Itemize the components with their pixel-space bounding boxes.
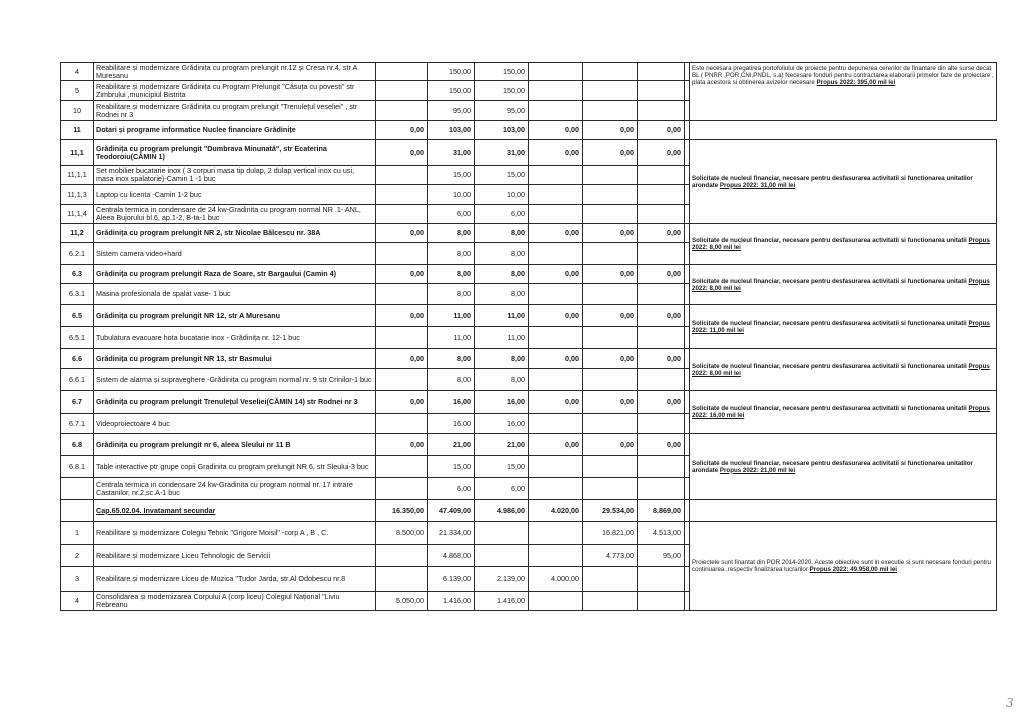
description-cell: Reabilitare și modernizare Liceu de Muzica "Tudor Jarda, str.Al Odobescu nr.8 — [94, 567, 376, 592]
row-number-cell: 6.8 — [61, 434, 94, 456]
description-cell: Centrala termica in condensare de 24 kw-Gradinita cu program normal NR .1- ANL, Aleea Bujorului bl.6, ap.1-2, B-ta-1 buc — [94, 205, 376, 224]
amount-cell: 1.416,00 — [428, 592, 475, 611]
amount-cell — [583, 185, 638, 205]
description-cell: Grădinița cu program prelungit "Dumbrava Minunată", str Ecaterina Teodoroiu(CĂMIN 1) — [94, 140, 376, 166]
funding-note-raza-de-soare — [690, 265, 997, 305]
amount-cell: 0,00 — [638, 224, 685, 243]
amount-cell — [376, 63, 428, 81]
amount-cell — [529, 101, 583, 121]
amount-cell — [529, 284, 583, 305]
description-cell: Cap.65.02.04. Invatamant secundar — [94, 500, 376, 522]
amount-cell: 11,00 — [475, 327, 529, 349]
amount-cell: 0,00 — [583, 305, 638, 327]
amount-cell: 0,00 — [529, 265, 583, 284]
amount-cell — [376, 456, 428, 478]
amount-cell: 0,00 — [583, 434, 638, 456]
spacer-cell — [685, 284, 690, 305]
spacer-cell — [685, 414, 690, 434]
row-number-cell: 6.7 — [61, 391, 94, 414]
amount-cell: 0,00 — [583, 224, 638, 243]
amount-cell — [638, 243, 685, 265]
amount-cell — [583, 369, 638, 391]
row-number-cell: 6.5.1 — [61, 327, 94, 349]
amount-cell — [638, 81, 685, 101]
amount-cell: 4.868,00 — [428, 545, 475, 567]
table-row — [61, 224, 997, 243]
amount-cell — [583, 166, 638, 185]
amount-cell: 103,00 — [428, 121, 475, 140]
amount-cell — [583, 101, 638, 121]
amount-cell — [475, 545, 529, 567]
amount-cell: 0,00 — [638, 265, 685, 284]
amount-cell — [376, 284, 428, 305]
description-cell: Dotari și programe informatice Nuclee financiare Grădinițe — [94, 121, 376, 140]
amount-cell — [529, 63, 583, 81]
amount-cell: 21,00 — [428, 434, 475, 456]
amount-cell — [376, 567, 428, 592]
amount-cell: 8,00 — [475, 349, 529, 369]
amount-cell — [638, 63, 685, 81]
table-row — [61, 265, 997, 284]
description-cell: Reabilitare și modernizare Liceu Tehnologic de Servicii — [94, 545, 376, 567]
amount-cell — [638, 592, 685, 611]
description-cell: Grădinița cu program prelungit NR 13, str Basmului — [94, 349, 376, 369]
amount-cell — [638, 567, 685, 592]
amount-cell — [376, 205, 428, 224]
amount-cell — [529, 545, 583, 567]
spacer-cell — [685, 243, 690, 265]
amount-cell: 0,00 — [529, 140, 583, 166]
amount-cell — [583, 414, 638, 434]
amount-cell: 150,00 — [428, 63, 475, 81]
amount-cell — [529, 592, 583, 611]
description-cell: Laptop cu licenta -Camin 1-2 buc — [94, 185, 376, 205]
funding-note-kindergarten-13 — [690, 349, 997, 391]
row-number-cell: 6.2.1 — [61, 243, 94, 265]
note-proposed-amount: Propus 2022: 16,00 mil lei — [692, 405, 990, 419]
amount-cell: 6,00 — [428, 478, 475, 500]
amount-cell — [376, 414, 428, 434]
funding-note-kindergarten-6 — [690, 434, 997, 500]
amount-cell: 15,00 — [428, 456, 475, 478]
amount-cell: 0,00 — [529, 434, 583, 456]
note-text: Solicitate de nucleul financiar, necesare pentru desfasurarea activitatii si functionarea unitatii — [692, 237, 967, 244]
table-row — [61, 63, 997, 81]
amount-cell — [583, 567, 638, 592]
row-number-cell: 6.6.1 — [61, 369, 94, 391]
row-number-cell: 6.3.1 — [61, 284, 94, 305]
spacer-cell — [685, 567, 690, 592]
note-proposed-amount: Propus 2022: 8,00 mil lei — [692, 277, 990, 292]
note-proposed-amount: Propus 2022: 49.958,00 mil lei — [809, 566, 898, 573]
amount-cell: 0,00 — [376, 140, 428, 166]
amount-cell — [376, 369, 428, 391]
funding-note-empty — [690, 500, 997, 522]
note-proposed-amount: Propus 2022: 8,00 mil lei — [692, 362, 990, 377]
amount-cell: 0,00 — [583, 121, 638, 140]
row-number-cell: 11,1 — [61, 140, 94, 166]
row-number-cell: 6.7.1 — [61, 414, 94, 434]
amount-cell — [638, 478, 685, 500]
amount-cell: 8,00 — [475, 284, 529, 305]
table-row — [61, 391, 997, 414]
description-cell: Table interactive ptr grupe copii Gradinita cu program prelungit NR 6, str Sleului-3 buc — [94, 456, 376, 478]
amount-cell: 0,00 — [638, 349, 685, 369]
amount-cell: 8,00 — [428, 265, 475, 284]
amount-cell: 5.050,00 — [376, 592, 428, 611]
row-number-cell: 6.5 — [61, 305, 94, 327]
amount-cell — [583, 456, 638, 478]
spacer-cell — [685, 478, 690, 500]
amount-cell: 4.773,00 — [583, 545, 638, 567]
budget-table — [60, 62, 997, 611]
amount-cell: 8,00 — [428, 349, 475, 369]
amount-cell: 8.500,00 — [376, 522, 428, 545]
spacer-cell — [685, 121, 690, 140]
description-cell: Videoproiectoare 4 buc — [94, 414, 376, 434]
amount-cell: 4.020,00 — [529, 500, 583, 522]
amount-cell: 0,00 — [638, 391, 685, 414]
description-cell: Grădinița cu program prelungit NR 12, str A Muresanu — [94, 305, 376, 327]
amount-cell — [529, 166, 583, 185]
amount-cell — [529, 243, 583, 265]
row-number-cell: 11,1,3 — [61, 185, 94, 205]
amount-cell: 150,00 — [428, 81, 475, 101]
note-proposed-amount: Propus 2022: 21,00 mil lei — [719, 466, 796, 474]
amount-cell: 47.409,00 — [428, 500, 475, 522]
amount-cell — [638, 284, 685, 305]
amount-cell: 16,00 — [475, 414, 529, 434]
amount-cell: 15,00 — [475, 456, 529, 478]
amount-cell — [529, 478, 583, 500]
amount-cell: 95,00 — [475, 101, 529, 121]
spacer-cell — [685, 327, 690, 349]
note-text: Solicitate de nucleul financiar, necesare pentru desfasurarea activitatii si functionarea unitatilor arondate — [692, 174, 973, 189]
description-cell: Masina profesionala de spalat vase- 1 buc — [94, 284, 376, 305]
amount-cell: 16.821,00 — [583, 522, 638, 545]
amount-cell — [529, 81, 583, 101]
table-row — [61, 305, 997, 327]
amount-cell — [638, 205, 685, 224]
amount-cell: 95,00 — [638, 545, 685, 567]
table-row — [61, 434, 997, 456]
amount-cell: 8,00 — [475, 265, 529, 284]
note-proposed-amount: Propus 2022: 31,00 mil lei — [719, 181, 796, 189]
amount-cell — [638, 414, 685, 434]
amount-cell: 8,00 — [475, 243, 529, 265]
description-cell: Reabilitare și modernizare Grădinița cu program prelungit nr.12 și Cresa nr.4, str A Muresanu — [94, 63, 376, 81]
spacer-cell — [685, 545, 690, 567]
amount-cell — [583, 284, 638, 305]
amount-cell: 8,00 — [428, 224, 475, 243]
amount-cell — [376, 545, 428, 567]
amount-cell: 10,00 — [428, 185, 475, 205]
amount-cell — [376, 81, 428, 101]
amount-cell: 0,00 — [376, 305, 428, 327]
amount-cell: 0,00 — [638, 140, 685, 166]
row-number-cell: 5 — [61, 81, 94, 101]
spacer-cell — [685, 101, 690, 121]
amount-cell — [529, 205, 583, 224]
amount-cell — [529, 369, 583, 391]
amount-cell: 95,00 — [428, 101, 475, 121]
amount-cell — [583, 592, 638, 611]
amount-cell — [529, 414, 583, 434]
row-number-cell: 6.6 — [61, 349, 94, 369]
amount-cell — [475, 522, 529, 545]
amount-cell: 15,00 — [475, 166, 529, 185]
amount-cell: 0,00 — [638, 305, 685, 327]
amount-cell: 8.869,00 — [638, 500, 685, 522]
amount-cell — [376, 478, 428, 500]
funding-note-kindergarten-12 — [690, 305, 997, 349]
amount-cell — [583, 63, 638, 81]
spacer-cell — [685, 166, 690, 185]
amount-cell: 0,00 — [376, 224, 428, 243]
amount-cell: 16,00 — [428, 414, 475, 434]
description-cell: Grădinița cu program prelungit Raza de Soare, str Bargaului (Camin 4) — [94, 265, 376, 284]
amount-cell: 150,00 — [475, 81, 529, 101]
funding-note-preschool-rehab — [690, 63, 997, 121]
amount-cell — [376, 166, 428, 185]
amount-cell: 4.000,00 — [529, 567, 583, 592]
amount-cell — [376, 101, 428, 121]
row-number-cell: 3 — [61, 567, 94, 592]
spacer-cell — [685, 592, 690, 611]
amount-cell: 0,00 — [376, 434, 428, 456]
amount-cell — [638, 185, 685, 205]
table-row — [61, 121, 997, 140]
description-cell: Grădinița cu program prelungit nr 6, aleea Sleului nr 11 B — [94, 434, 376, 456]
amount-cell: 16.350,00 — [376, 500, 428, 522]
amount-cell: 15,00 — [428, 166, 475, 185]
amount-cell — [583, 327, 638, 349]
amount-cell: 6,00 — [475, 205, 529, 224]
description-cell: Grădinița cu program prelungit Trenulețul Veseliei(CĂMIN 14) str Rodnei nr 3 — [94, 391, 376, 414]
row-number-cell: 4 — [61, 63, 94, 81]
amount-cell — [529, 456, 583, 478]
amount-cell: 0,00 — [529, 391, 583, 414]
amount-cell: 0,00 — [583, 391, 638, 414]
amount-cell: 6,00 — [428, 205, 475, 224]
amount-cell — [376, 327, 428, 349]
funding-note-camin-1 — [690, 140, 997, 224]
amount-cell: 103,00 — [475, 121, 529, 140]
amount-cell — [376, 243, 428, 265]
description-cell: Reabilitare și modernizare Grădinița cu program prelungit "Trenulețul veseliei" , str Rodnei nr 3 — [94, 101, 376, 121]
amount-cell: 8,00 — [475, 369, 529, 391]
row-number-cell — [61, 500, 94, 522]
funding-note-secondary-education — [690, 522, 997, 611]
amount-cell: 0,00 — [376, 265, 428, 284]
row-number-cell: 1 — [61, 522, 94, 545]
description-cell: Centrala termica in condensare 24 kw-Gradinita cu program normal nr. 17 intrare Castanilor, nr.2,sc.A-1 buc — [94, 478, 376, 500]
amount-cell — [638, 369, 685, 391]
amount-cell: 8,00 — [428, 369, 475, 391]
amount-cell — [583, 205, 638, 224]
amount-cell: 0,00 — [376, 121, 428, 140]
note-text: Solicitate de nucleul financiar, necesare pentru desfasurarea activitatii si functionarea unitatii — [692, 319, 967, 327]
amount-cell: 0,00 — [583, 140, 638, 166]
table-row — [61, 349, 997, 369]
description-cell: Consolidarea și modernizarea Corpului A (corp liceu) Colegiul Național "Liviu Rebreanu — [94, 592, 376, 611]
note-proposed-amount: Propus 2022: 8,00 mil lei — [692, 237, 990, 251]
row-number-cell: 6.8.1 — [61, 456, 94, 478]
row-number-cell: 10 — [61, 101, 94, 121]
amount-cell: 6.139,00 — [428, 567, 475, 592]
amount-cell: 0,00 — [638, 434, 685, 456]
amount-cell: 29.534,00 — [583, 500, 638, 522]
row-number-cell: 11 — [61, 121, 94, 140]
spacer-cell — [685, 456, 690, 478]
amount-cell — [583, 243, 638, 265]
note-text: Solicitate de nucleul financiar, necesare pentru desfasurarea activitatii si functionarea unitatilor arondate — [692, 459, 973, 474]
amount-cell: 8,00 — [475, 224, 529, 243]
table-row — [61, 140, 997, 166]
spacer-cell — [685, 185, 690, 205]
funding-note-trenuletul — [690, 391, 997, 434]
amount-cell — [583, 478, 638, 500]
amount-cell: 8,00 — [428, 284, 475, 305]
description-cell: Reabilitare și modernizare Colegiu Tehnic "Grigore Moisil" -corp A , B , C. — [94, 522, 376, 545]
description-cell: Tubulatura evacuare hota bucatarie inox - Grădinița nr. 12-1 buc — [94, 327, 376, 349]
amount-cell: 16,00 — [428, 391, 475, 414]
amount-cell — [529, 185, 583, 205]
description-cell: Reabilitare și modernizare Grădinița cu Program Prelungit "Căsuța cu povesti" str Zimbrului ,municipiul Bistrita — [94, 81, 376, 101]
description-cell: Set mobilier bucatarie inox ( 3 corpuri masa tip dulap, 2 dulap vertical inox cu usi, masa inox spalatorie)-Camin 1 -1 buc — [94, 166, 376, 185]
amount-cell — [638, 456, 685, 478]
row-number-cell: 2 — [61, 545, 94, 567]
row-number-cell: 6.3 — [61, 265, 94, 284]
row-number-cell — [61, 478, 94, 500]
amount-cell: 4.513,00 — [638, 522, 685, 545]
funding-note-kindergarten-2 — [690, 224, 997, 265]
amount-cell — [638, 101, 685, 121]
amount-cell: 10,00 — [475, 185, 529, 205]
amount-cell: 0,00 — [376, 349, 428, 369]
amount-cell — [638, 327, 685, 349]
description-cell: Sistem de alarma și supraveghere -Grădinița cu program normal nr. 9 str Crinilor-1 buc — [94, 369, 376, 391]
row-number-cell: 4 — [61, 592, 94, 611]
amount-cell: 2.139,00 — [475, 567, 529, 592]
amount-cell: 8,00 — [428, 243, 475, 265]
table-row — [61, 522, 997, 545]
row-number-cell: 11,1,4 — [61, 205, 94, 224]
amount-cell: 0,00 — [583, 349, 638, 369]
page-number-mark: 3 — [1006, 696, 1014, 710]
description-cell: Sistem camera video+hard — [94, 243, 376, 265]
description-cell: Grădinița cu program prelungit NR 2, str Nicolae Bălcescu nr. 38A — [94, 224, 376, 243]
amount-cell: 11,00 — [475, 305, 529, 327]
amount-cell: 11,00 — [428, 327, 475, 349]
amount-cell: 0,00 — [529, 305, 583, 327]
amount-cell: 4.986,00 — [475, 500, 529, 522]
amount-cell: 21,00 — [475, 434, 529, 456]
spacer-cell — [685, 81, 690, 101]
amount-cell — [529, 522, 583, 545]
amount-cell: 16,00 — [475, 391, 529, 414]
amount-cell: 0,00 — [529, 349, 583, 369]
amount-cell — [529, 327, 583, 349]
amount-cell — [638, 166, 685, 185]
note-proposed-amount: Propus 2022: 11,00 mil lei — [692, 319, 990, 334]
note-proposed-amount: Propus 2022: 395,00 mil lei — [816, 79, 896, 86]
amount-cell: 11,00 — [428, 305, 475, 327]
amount-cell: 31,00 — [428, 140, 475, 166]
note-text: Proiectele sunt finantat din POR 2014-2020. Aceste obiective sunt in executie si sunt necesare fonduri pentru continuarea ,respectiv finalizarea lucrarilor — [692, 559, 991, 573]
amount-cell: 0,00 — [529, 121, 583, 140]
amount-cell: 0,00 — [638, 121, 685, 140]
amount-cell: 21.334,00 — [428, 522, 475, 545]
note-text: Solicitate de nucleul financiar, necesare pentru desfasurarea activitatii si functionarea unitatii — [692, 362, 967, 370]
spacer-cell — [685, 369, 690, 391]
row-number-cell: 11,2 — [61, 224, 94, 243]
amount-cell — [583, 81, 638, 101]
amount-cell: 31,00 — [475, 140, 529, 166]
amount-cell: 0,00 — [376, 391, 428, 414]
amount-cell: 0,00 — [529, 224, 583, 243]
amount-cell: 1.416,00 — [475, 592, 529, 611]
note-text: Solicitate de nucleul financiar, necesare pentru desfasurarea activitatii si functionarea unitatii — [692, 405, 967, 412]
note-text: Este necesara pregatirea portofoliului de proiecte pentru depunerea cererilor de finantare din alte surse decat BL ( PNRR ,POR,CNI,PNDL, s.a) Necesare fonduri pentru contractarea elaborarii primelor faze de proiectare , plata acestora si obtinerea avizelor necesare — [692, 65, 994, 86]
amount-cell: 6,00 — [475, 478, 529, 500]
amount-cell: 150,00 — [475, 63, 529, 81]
spacer-cell — [685, 205, 690, 224]
note-text: Solicitate de nucleul financiar, necesare pentru desfasurarea activitatii si functionarea unitatii — [692, 277, 967, 285]
row-number-cell: 11,1,1 — [61, 166, 94, 185]
table-row — [61, 500, 997, 522]
amount-cell — [376, 185, 428, 205]
amount-cell: 0,00 — [583, 265, 638, 284]
